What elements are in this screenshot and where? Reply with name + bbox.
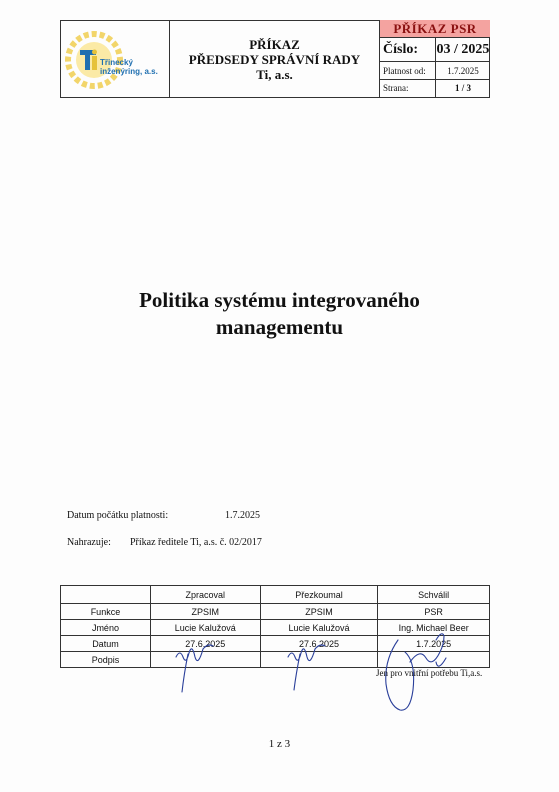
column-header: Přezkoumal: [260, 586, 378, 604]
table-cell: Ing. Michael Beer: [378, 620, 490, 636]
number-label: Číslo:: [380, 38, 436, 61]
doc-type-badge: PŘÍKAZ PSR: [380, 20, 490, 38]
internal-use-note: Jen pro vnitřní potřebu Ti,a.s.: [376, 668, 483, 678]
table-cell: ZPSIM: [260, 604, 378, 620]
table-cell: Lucie Kalužová: [150, 620, 260, 636]
number-value: 03 / 2025: [436, 42, 490, 57]
table-cell: ZPSIM: [150, 604, 260, 620]
replaces-value: Příkaz ředitele Ti, a.s. č. 02/2017: [130, 537, 262, 548]
signature-1: [176, 645, 213, 692]
table-cell: PSR: [378, 604, 490, 620]
header-title-line1: PŘÍKAZ: [249, 36, 300, 52]
logo-text-line1: Třinecký: [100, 58, 133, 67]
valid-from-value: 1.7.2025: [447, 66, 479, 76]
table-cell: 1.7.2025: [378, 636, 490, 652]
column-header: Schválil: [378, 586, 490, 604]
row-label: Datum: [61, 636, 151, 652]
row-label: Jméno: [61, 620, 151, 636]
row-label: Funkce: [61, 604, 151, 620]
start-date-value: 1.7.2025: [225, 510, 260, 521]
row-label: Podpis: [61, 652, 151, 668]
document-title-line1: Politika systému integrovaného: [139, 288, 420, 312]
page-label: Strana:: [380, 80, 436, 97]
column-header: Zpracoval: [150, 586, 260, 604]
document-title-line2: managementu: [215, 315, 344, 339]
table-cell: 27.6.2025: [260, 636, 378, 652]
header-title-line2: PŘEDSEDY SPRÁVNÍ RADY: [188, 51, 361, 67]
logo-text-line2: inženýring, a.s.: [100, 67, 158, 76]
table-cell: Lucie Kalužová: [260, 620, 378, 636]
valid-from-label: Platnost od:: [380, 62, 436, 79]
page-number: 1 z 3: [268, 738, 291, 750]
table-cell: 27.6.2025: [150, 636, 260, 652]
header-title-line3: Ti, a.s.: [256, 66, 293, 82]
start-date-label: Datum počátku platnosti:: [67, 510, 169, 521]
replaces-label: Nahrazuje:: [67, 537, 111, 548]
page-value: 1 / 3: [454, 83, 471, 93]
signature-2: [288, 645, 325, 690]
